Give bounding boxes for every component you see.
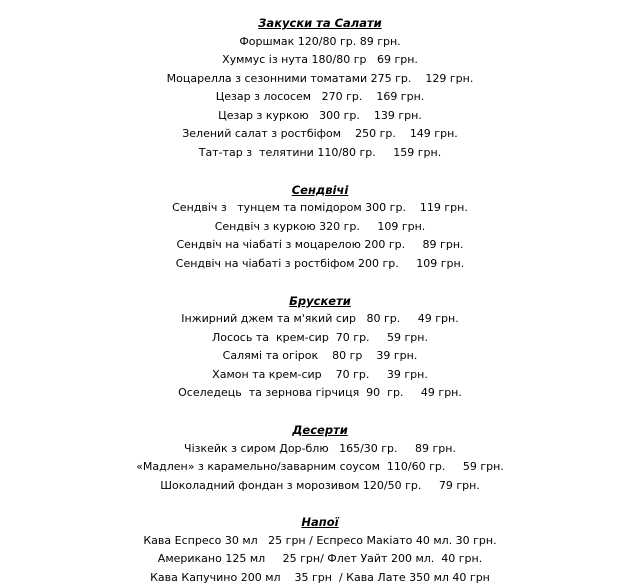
menu-item: Хуммус із нута 180/80 гр 69 грн. (222, 53, 418, 67)
section-snacks-salads (0, 14, 640, 163)
menu-item: Зелений салат з ростбіфом 250 гр. 149 грн. (182, 127, 458, 141)
menu-item: Сендвіч на чіабаті з ростбіфом 200 гр. 109 грн. (175, 256, 465, 270)
section-bruschetta (0, 292, 640, 403)
section-title: Напої (301, 515, 339, 530)
menu-document (0, 14, 640, 588)
section-title: Брускети (289, 293, 351, 308)
menu-item: Шоколадний фондан з морозивом 120/50 гр. 79 грн. (160, 478, 480, 492)
menu-item: Сендвіч з тунцем та помідором 300 гр. 119 грн. (172, 201, 468, 215)
menu-item: Кава Еспресо 30 мл 25 грн / Еспресо Макіато 40 мл. 30 грн. (143, 533, 497, 547)
section-title: Десерти (292, 423, 348, 437)
menu-item: Сендвіч з куркою 320 гр. 109 грн. (214, 219, 426, 233)
menu-item: Американо 125 мл 25 грн/ Флет Уайт 200 мл. 40 грн. (157, 552, 483, 566)
section-drinks (0, 513, 640, 587)
menu-item: «Мадлен» з карамельно/заварним соусом 110/60 гр. 59 грн. (136, 460, 504, 474)
menu-item: Тат-тар з телятини 110/80 гр. 159 грн. (198, 146, 442, 160)
section-title: Сендвічі (291, 182, 349, 197)
menu-item: Салямі та огірок 80 гр 39 грн. (222, 349, 418, 363)
section-title: Закуски та Салати (258, 16, 382, 30)
menu-item: Цезар з куркою 300 гр. 139 грн. (218, 108, 422, 122)
menu-item: Форшмак 120/80 гр. 89 грн. (239, 34, 401, 48)
section-desserts (0, 421, 640, 495)
section-sandwiches (0, 181, 640, 274)
menu-item: Чізкейк з сиром Дор-блю 165/30 гр. 89 грн. (184, 441, 456, 455)
menu-item: Інжирний джем та м'який сир 80 гр. 49 грн. (181, 312, 459, 326)
menu-item: Лосось та крем-сир 70 гр. 59 грн. (212, 330, 428, 344)
menu-item: Оселедець та зернова гірчиця 90 гр. 49 грн. (178, 386, 462, 400)
menu-item: Цезар з лососем 270 гр. 169 грн. (215, 90, 425, 104)
menu-item: Хамон та крем-сир 70 гр. 39 грн. (212, 367, 428, 381)
menu-item: Моцарелла з сезонними томатами 275 гр. 129 грн. (166, 71, 474, 85)
menu-item: Сендвіч на чіабаті з моцарелою 200 гр. 89 грн. (176, 238, 464, 252)
menu-item: Кава Капучино 200 мл 35 грн / Кава Лате 350 мл 40 грн (150, 570, 490, 584)
